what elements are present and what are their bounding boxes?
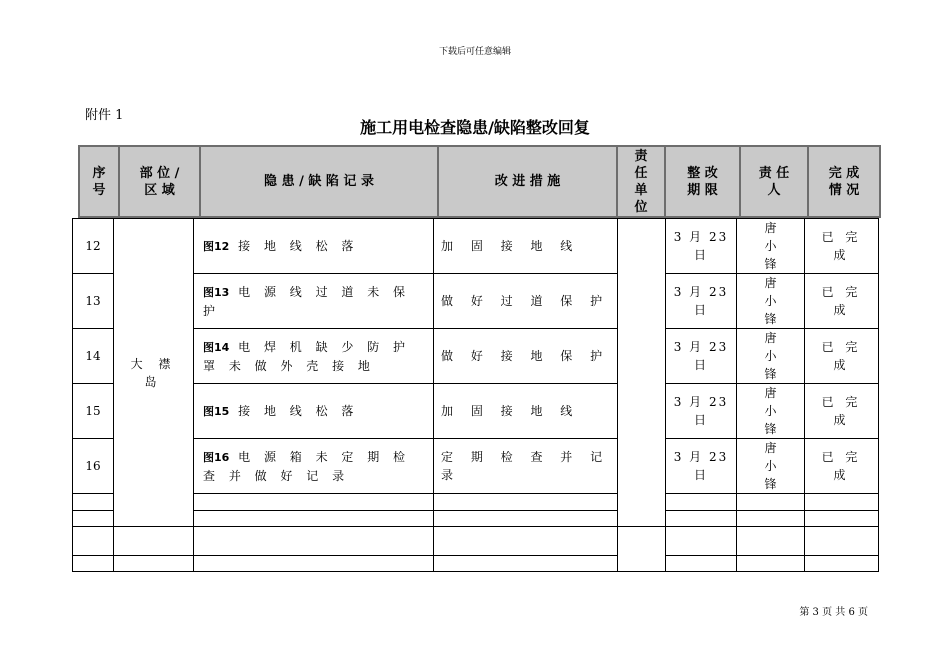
row-hazard: 图12 接 地 线 松 落 — [194, 219, 434, 274]
header-person: 责 任 人 — [740, 146, 808, 217]
row-status: 已 完 成 — [805, 384, 879, 439]
row-deadline: 3 月 23 日 — [666, 219, 737, 274]
row-seq: 12 — [73, 219, 114, 274]
row-seq: 15 — [73, 384, 114, 439]
row-person: 唐 小 锋 — [737, 219, 805, 274]
row-status: 已 完 成 — [805, 439, 879, 494]
row-seq: 16 — [73, 439, 114, 494]
document-title: 施工用电检查隐患/缺陷整改回复 — [360, 118, 590, 137]
header-hazard: 隐 患 / 缺 陷 记 录 — [200, 146, 438, 217]
row-measure: 做 好 过 道 保 护 — [434, 274, 618, 329]
header-unit: 责 任 单 位 — [617, 146, 665, 217]
header-deadline: 整 改 期 限 — [665, 146, 740, 217]
row-status: 已 完 成 — [805, 274, 879, 329]
row-hazard: 图14 电 焊 机 缺 少 防 护 罩 未 做 外 壳 接 地 — [194, 329, 434, 384]
table-row — [73, 384, 879, 439]
table-row-empty — [73, 556, 879, 572]
attachment-label: 附件 1 — [85, 108, 124, 123]
row-deadline: 3 月 23 日 — [666, 274, 737, 329]
row-status: 已 完 成 — [805, 219, 879, 274]
row-seq: 14 — [73, 329, 114, 384]
table-row-empty — [73, 494, 879, 511]
table-row — [73, 439, 879, 494]
row-hazard: 图15 接 地 线 松 落 — [194, 384, 434, 439]
table-header — [78, 145, 881, 218]
row-measure: 做 好 接 地 保 护 — [434, 329, 618, 384]
header-area: 部 位 / 区 域 — [119, 146, 200, 217]
row-hazard: 图13 电 源 线 过 道 未 保 护 — [194, 274, 434, 329]
header-seq: 序 号 — [79, 146, 119, 217]
row-status: 已 完 成 — [805, 329, 879, 384]
table-row-empty — [73, 527, 879, 556]
row-person: 唐 小 锋 — [737, 329, 805, 384]
rectification-table — [72, 218, 879, 572]
row-seq: 13 — [73, 274, 114, 329]
row-person: 唐 小 锋 — [737, 274, 805, 329]
row-measure: 加 固 接 地 线 — [434, 219, 618, 274]
area-cell: 大 襟 岛 — [114, 219, 194, 527]
row-person: 唐 小 锋 — [737, 439, 805, 494]
unit-cell — [618, 219, 666, 527]
top-note: 下载后可任意编辑 — [438, 47, 511, 57]
row-hazard: 图16 电 源 箱 未 定 期 检 查 并 做 好 记 录 — [194, 439, 434, 494]
row-measure: 定 期 检 查 并 记 录 — [434, 439, 618, 494]
header-status: 完 成 情 况 — [808, 146, 880, 217]
header-measure: 改 进 措 施 — [438, 146, 617, 217]
table-row — [73, 329, 879, 384]
row-measure: 加 固 接 地 线 — [434, 384, 618, 439]
page-number: 第 3 页 共 6 页 — [799, 607, 868, 618]
row-deadline: 3 月 23 日 — [666, 439, 737, 494]
row-deadline: 3 月 23 日 — [666, 384, 737, 439]
table-row — [73, 274, 879, 329]
row-deadline: 3 月 23 日 — [666, 329, 737, 384]
table-row — [73, 219, 879, 274]
row-person: 唐 小 锋 — [737, 384, 805, 439]
table-row-empty — [73, 511, 879, 527]
